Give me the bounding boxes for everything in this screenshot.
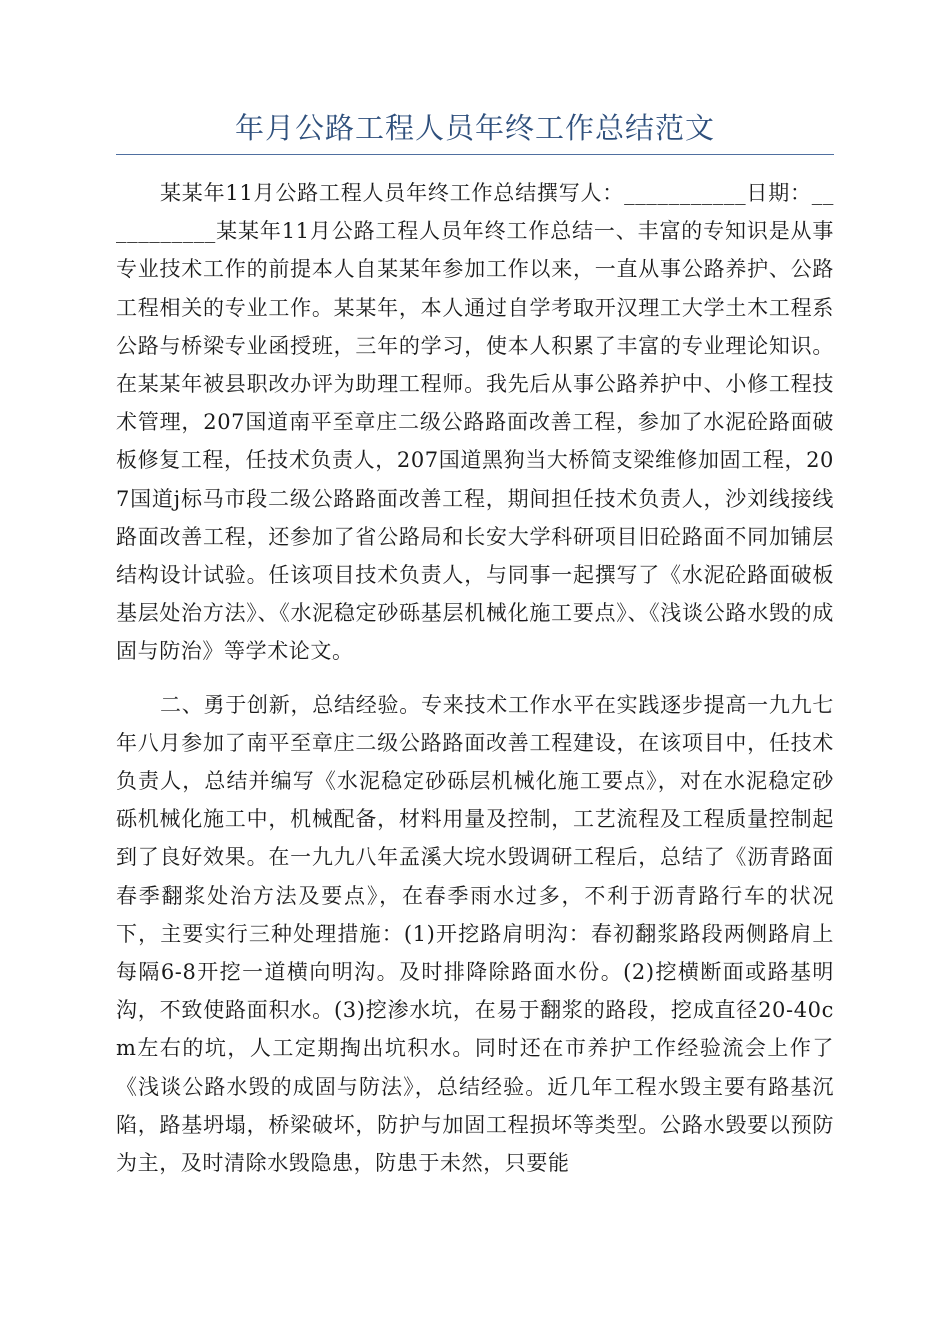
title-underline (116, 154, 834, 155)
document-body (116, 174, 834, 1182)
paragraph-1: 某某年11月公路工程人员年终工作总结撰写人：___________日期：___________某某年11月公路工程人员年终工作总结一、丰富的专知识是从事专业技术工作的前提本人自某某年参加工作以来，一直从事公路养护、公路工程相关的专业工作。某某年，本人通过自学考取开汉理工大学土木工程系公路与桥梁专业函授班，三年的学习，使本人积累了丰富的专业理论知识。在某某年被县职改办评为助理工程师。我先后从事公路养护中、小修工程技术管理，207国道南平至章庄二级公路路面改善工程，参加了水泥砼路面破板修复工程，任技术负责人，207国道黑狗当大桥简支梁维修加固工程，207国道j标马市段二级公路路面改善工程，期间担任技术负责人，沙刘线接线路面改善工程，还参加了省公路局和长安大学科研项目旧砼路面不同加铺层结构设计试验。任该项目技术负责人，与同事一起撰写了《水泥砼路面破板基层处治方法》、《水泥稳定砂砾基层机械化施工要点》、《浅谈公路水毁的成固与防治》等学术论文。 (116, 181, 834, 664)
document-title: 年月公路工程人员年终工作总结范文 (234, 111, 715, 145)
paragraph-2: 二、勇于创新，总结经验。专来技术工作水平在实践逐步提高一九九七年八月参加了南平至章庄二级公路路面改善工程建设，在该项目中，任技术负责人，总结并编写《水泥稳定砂砾层机械化施工要点》，对在水泥稳定砂砾机械化施工中，机械配备，材料用量及控制，工艺流程及工程质量控制起到了良好效果。在一九九八年孟溪大垸水毁调研工程后，总结了《沥青路面春季翻浆处治方法及要点》，在春季雨水过多，不利于沥青路行车的状况下，主要实行三种处理措施：(1)开挖路肩明沟：春初翻浆路段两侧路肩上每隔6-8开挖一道横向明沟。及时排降除路面水份。(2)挖横断面或路基明沟，不致使路面积水。(3)挖渗水坑，在易于翻浆的路段，挖成直径20-40cm左右的坑，人工定期掏出坑积水。同时还在市养护工作经验流会上作了《浅谈公路水毁的成固与防法》，总结经验。近几年工程水毁主要有路基沉陷，路基坍塌，桥梁破坏，防护与加固工程损坏等类型。公路水毁要以预防为主，及时清除水毁隐患，防患于未然，只要能 (116, 692, 834, 1176)
